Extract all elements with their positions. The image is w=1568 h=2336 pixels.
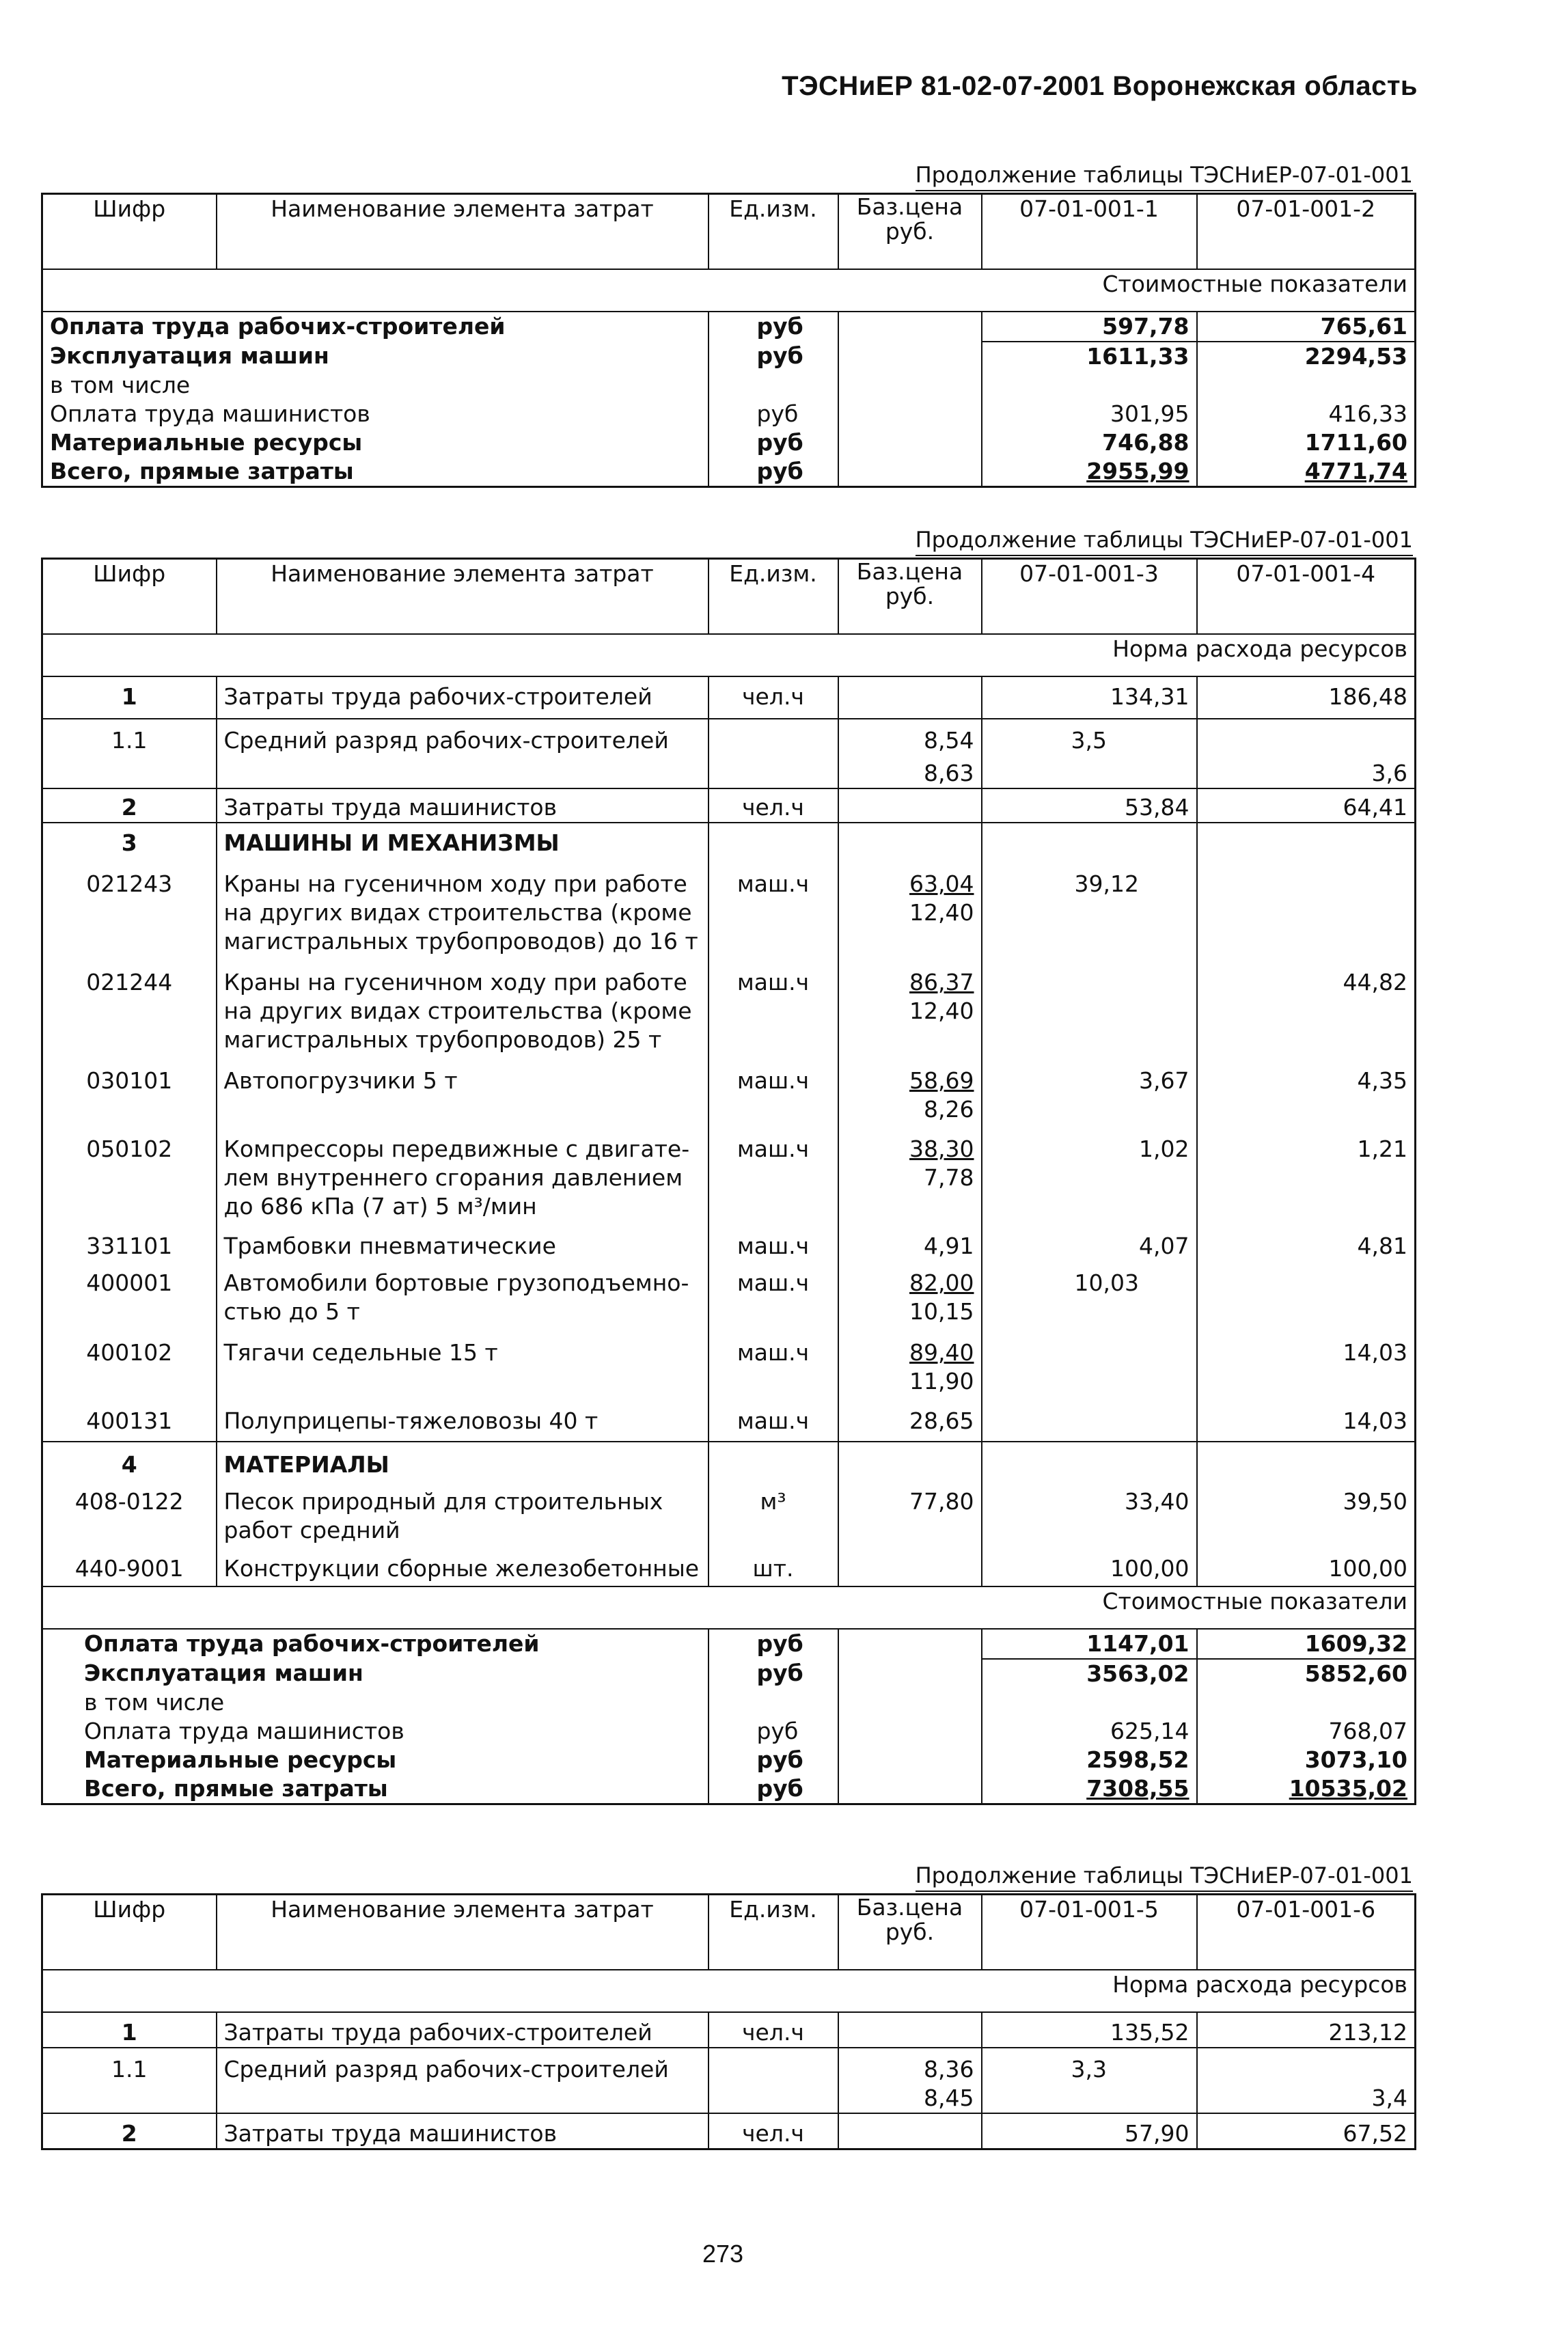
table-cell: Оплата труда рабочих-строителей bbox=[84, 1630, 540, 1657]
table-cell: чел.ч bbox=[709, 788, 838, 823]
col-header-code: Шифр bbox=[42, 559, 217, 635]
table-cell: 67,52 bbox=[1343, 2120, 1407, 2147]
table-cell: 3,4 bbox=[1197, 2084, 1416, 2113]
table-cell: Полуприцепы-тяжеловозы 40 т bbox=[217, 1396, 709, 1442]
table-cell: 10535,02 bbox=[1289, 1775, 1407, 1802]
col-header-price: Баз.цена руб. bbox=[838, 1895, 982, 1970]
table-row bbox=[42, 342, 1416, 371]
table-row bbox=[42, 788, 1416, 823]
table-cell: 77,80 bbox=[838, 1479, 982, 1545]
table-cell bbox=[982, 956, 1197, 1054]
table-cell bbox=[982, 1326, 1197, 1396]
table-cell: 3,6 bbox=[1197, 755, 1416, 788]
table-row bbox=[42, 755, 1416, 788]
table-row bbox=[42, 1774, 1416, 1804]
table-cell: 408-0122 bbox=[42, 1479, 217, 1545]
table-cell: 050102 bbox=[42, 1124, 217, 1221]
table-cell: руб bbox=[709, 1629, 838, 1659]
table-cell: 64,41 bbox=[1197, 788, 1416, 823]
table-cell bbox=[838, 428, 982, 457]
table-cell: 2955,99 bbox=[982, 457, 1197, 487]
table-cell: 597,78 bbox=[982, 312, 1197, 342]
table-cell bbox=[1197, 857, 1416, 956]
table-cell bbox=[709, 719, 838, 755]
table-cell bbox=[838, 823, 982, 857]
table-cell: 3073,10 bbox=[1304, 1746, 1407, 1773]
table-cell: Всего, прямые затраты bbox=[50, 458, 354, 484]
table-cell bbox=[982, 1688, 1197, 1717]
table-cell: 1609,32 bbox=[1197, 1629, 1416, 1659]
table2-header-row bbox=[42, 559, 1416, 635]
table-cell: маш.ч bbox=[709, 956, 838, 1054]
table-cell: Затраты труда рабочих-строителей bbox=[217, 2012, 709, 2048]
table-cell: 021243 bbox=[42, 857, 217, 956]
col-header-v1: 07-01-001-3 bbox=[982, 559, 1197, 635]
table-cell: 8,63 bbox=[838, 755, 982, 788]
table-cell: 2294,53 bbox=[1304, 343, 1407, 370]
table-cell: Эксплуатация машин bbox=[50, 342, 329, 369]
table-cell bbox=[709, 1688, 838, 1717]
table-cell bbox=[838, 312, 982, 342]
table-cell bbox=[982, 1442, 1197, 1479]
table-cell: 7308,55 bbox=[982, 1774, 1197, 1804]
table-cell: руб bbox=[709, 400, 838, 428]
table-cell bbox=[838, 676, 982, 719]
table-cell bbox=[838, 1442, 982, 1479]
table-cell: Затраты труда рабочих-строителей bbox=[217, 676, 709, 719]
table-cell: 39,12 bbox=[982, 857, 1197, 956]
col-header-v1: 07-01-001-1 bbox=[982, 194, 1197, 270]
table-cell bbox=[838, 1629, 982, 1659]
table-cell: маш.ч bbox=[709, 1054, 838, 1124]
table-cell: маш.ч bbox=[709, 1221, 838, 1261]
table-cell bbox=[217, 2084, 709, 2113]
table1-header-row bbox=[42, 194, 1416, 270]
table-cell: 135,52 bbox=[982, 2012, 1197, 2048]
table-cell: чел.ч bbox=[709, 676, 838, 719]
table-cell bbox=[709, 371, 838, 400]
table-cell: Оплата труда рабочих-строителей bbox=[50, 313, 506, 340]
table-cell: 1,02 bbox=[982, 1124, 1197, 1221]
table3-caption: Продолжение таблицы ТЭСНиЕР-07-01-001 bbox=[916, 1862, 1413, 1892]
table-row bbox=[42, 400, 1416, 428]
section-label: Стоимостные показатели bbox=[42, 269, 1416, 312]
table-row bbox=[42, 312, 1416, 342]
table-row bbox=[42, 1221, 1416, 1261]
table-row bbox=[42, 1629, 1416, 1659]
table-cell bbox=[1197, 1688, 1416, 1717]
table-cell: 3,67 bbox=[982, 1054, 1197, 1124]
table-cell: Автомобили бортовые грузоподъемно-стью до 5 т bbox=[217, 1261, 709, 1326]
table-row bbox=[42, 1659, 1416, 1688]
table-cell: маш.ч bbox=[709, 1261, 838, 1326]
table-cell: 44,82 bbox=[1343, 969, 1407, 995]
table-cell: Эксплуатация машин bbox=[84, 1660, 363, 1686]
table-row bbox=[42, 1261, 1416, 1326]
table-cell: в том числе bbox=[50, 372, 191, 398]
table-cell bbox=[709, 823, 838, 857]
table-cell: Компрессоры передвижные с двигате-лем внутреннего сгорания давлением до 686 кПа (7 ат) 5 м³/мин bbox=[217, 1124, 709, 1221]
col-header-name: Наименование элемента затрат bbox=[217, 559, 709, 635]
col-header-v2: 07-01-001-6 bbox=[1197, 1895, 1416, 1970]
table-row bbox=[42, 719, 1416, 755]
table-cell: 331101 bbox=[42, 1221, 217, 1261]
table-cell: 416,33 bbox=[1328, 400, 1407, 427]
table-cell: 2598,52 bbox=[982, 1746, 1197, 1774]
table-cell bbox=[838, 2012, 982, 2048]
table-cell: 100,00 bbox=[1328, 1555, 1407, 1582]
table-cell bbox=[982, 1396, 1197, 1442]
table-cell: 440-9001 bbox=[42, 1545, 217, 1586]
table-cell bbox=[982, 371, 1197, 400]
table1 bbox=[41, 193, 1416, 488]
table-cell: маш.ч bbox=[709, 1396, 838, 1442]
table-cell: 58,69 8,26 bbox=[838, 1054, 982, 1124]
table-cell: руб bbox=[709, 312, 838, 342]
table-cell: 3,5 bbox=[982, 719, 1197, 755]
table-cell: Затраты труда машинистов bbox=[217, 2113, 709, 2149]
table-cell bbox=[838, 1717, 982, 1746]
table-cell: 3,3 bbox=[982, 2048, 1197, 2084]
table-cell: маш.ч bbox=[709, 1124, 838, 1221]
table-cell: Средний разряд рабочих-строителей bbox=[217, 719, 709, 755]
table-cell: 4771,74 bbox=[1304, 458, 1407, 484]
table-cell: руб bbox=[709, 457, 838, 487]
table-cell: 8,36 bbox=[838, 2048, 982, 2084]
table-cell: 89,40 11,90 bbox=[838, 1326, 982, 1396]
table-cell bbox=[1197, 2048, 1416, 2084]
table-cell: 10,03 bbox=[982, 1261, 1197, 1326]
table-cell: Материальные ресурсы bbox=[84, 1746, 397, 1773]
table-cell: руб bbox=[709, 1717, 838, 1746]
table-row bbox=[42, 1479, 1416, 1545]
table-cell: 400131 bbox=[42, 1396, 217, 1442]
table-cell: 1,21 bbox=[1357, 1136, 1407, 1162]
table-cell: 38,30 7,78 bbox=[838, 1124, 982, 1221]
table1-caption: Продолжение таблицы ТЭСНиЕР-07-01-001 bbox=[916, 161, 1413, 191]
table-cell: 14,03 bbox=[1343, 1339, 1407, 1366]
table-cell: 1611,33 bbox=[982, 342, 1197, 371]
table-cell: 1711,60 bbox=[1304, 429, 1407, 456]
table-cell: 3 bbox=[42, 823, 217, 857]
table-cell: 213,12 bbox=[1197, 2012, 1416, 2048]
table-cell: 3563,02 bbox=[982, 1659, 1197, 1688]
table-row bbox=[42, 2084, 1416, 2113]
table-row bbox=[42, 371, 1416, 400]
table-cell: 1.1 bbox=[42, 2048, 217, 2084]
table-cell: 746,88 bbox=[982, 428, 1197, 457]
table-cell bbox=[709, 2048, 838, 2084]
table-cell: руб bbox=[709, 1746, 838, 1774]
table-cell bbox=[838, 1774, 982, 1804]
table-cell bbox=[42, 2084, 217, 2113]
table-cell: 33,40 bbox=[982, 1479, 1197, 1545]
table-cell: Краны на гусеничном ходу при работе на других видах строительства (кроме магистральных трубопроводов) до 16 т bbox=[217, 857, 709, 956]
table-cell bbox=[838, 371, 982, 400]
table-cell: 2 bbox=[42, 2113, 217, 2149]
table-cell: 021244 bbox=[42, 956, 217, 1054]
table-cell: 28,65 bbox=[838, 1396, 982, 1442]
table-cell: 53,84 bbox=[982, 788, 1197, 823]
table-row bbox=[42, 676, 1416, 719]
section-label: Норма расхода ресурсов bbox=[42, 1970, 1416, 2012]
table-row bbox=[42, 1326, 1416, 1396]
table-cell: 63,04 12,40 bbox=[838, 857, 982, 956]
col-header-unit: Ед.изм. bbox=[709, 1895, 838, 1970]
table-cell bbox=[1197, 1442, 1416, 1479]
table-row bbox=[42, 2113, 1416, 2149]
table-cell bbox=[838, 457, 982, 487]
section-label: Норма расхода ресурсов bbox=[42, 634, 1416, 676]
table-cell: 14,03 bbox=[1197, 1396, 1416, 1442]
col-header-v2: 07-01-001-4 bbox=[1197, 559, 1416, 635]
table-row bbox=[42, 1545, 1416, 1586]
table-row bbox=[42, 457, 1416, 487]
table-cell: МАШИНЫ И МЕХАНИЗМЫ bbox=[217, 823, 709, 857]
table-cell: руб bbox=[709, 1774, 838, 1804]
table-cell: 8,45 bbox=[838, 2084, 982, 2113]
col-header-code: Шифр bbox=[42, 194, 217, 270]
table-cell: 100,00 bbox=[982, 1545, 1197, 1586]
table-cell: 625,14 bbox=[982, 1717, 1197, 1746]
table-cell: 4,81 bbox=[1357, 1233, 1407, 1259]
col-header-name: Наименование элемента затрат bbox=[217, 1895, 709, 1970]
table-cell: 134,31 bbox=[982, 676, 1197, 719]
table-cell bbox=[838, 788, 982, 823]
table-cell: 57,90 bbox=[982, 2113, 1197, 2149]
table-cell bbox=[838, 2113, 982, 2149]
table-cell bbox=[838, 342, 982, 371]
table-cell: 1.1 bbox=[42, 719, 217, 755]
col-header-v2: 07-01-001-2 bbox=[1197, 194, 1416, 270]
table-cell bbox=[982, 823, 1197, 857]
col-header-unit: Ед.изм. bbox=[709, 194, 838, 270]
col-header-v1: 07-01-001-5 bbox=[982, 1895, 1197, 1970]
table3 bbox=[41, 1893, 1416, 2150]
table-cell: 400001 bbox=[42, 1261, 217, 1326]
table-cell bbox=[217, 755, 709, 788]
table-cell: Всего, прямые затраты bbox=[84, 1775, 388, 1802]
table-cell: руб bbox=[709, 1659, 838, 1688]
table-cell: 86,37 12,40 bbox=[838, 956, 982, 1054]
table-cell bbox=[838, 1545, 982, 1586]
table-cell: Оплата труда машинистов bbox=[50, 400, 370, 427]
table-cell bbox=[1197, 1261, 1416, 1326]
table-cell bbox=[838, 1659, 982, 1688]
table-row bbox=[42, 857, 1416, 956]
table-row bbox=[42, 428, 1416, 457]
table-cell: Оплата труда машинистов bbox=[84, 1718, 404, 1744]
col-header-unit: Ед.изм. bbox=[709, 559, 838, 635]
table-cell: 4,91 bbox=[838, 1221, 982, 1261]
table-cell: Краны на гусеничном ходу при работе на других видах строительства (кроме магистральных трубопроводов) 25 т bbox=[217, 956, 709, 1054]
table-cell: 82,00 10,15 bbox=[838, 1261, 982, 1326]
table-cell: Затраты труда машинистов bbox=[217, 788, 709, 823]
table-cell: 1147,01 bbox=[982, 1629, 1197, 1659]
table3-header-row bbox=[42, 1895, 1416, 1970]
table-row bbox=[42, 1396, 1416, 1442]
table2 bbox=[41, 558, 1416, 1805]
table-cell: 2 bbox=[42, 788, 217, 823]
table-row bbox=[42, 2012, 1416, 2048]
table-cell: МАТЕРИАЛЫ bbox=[217, 1442, 709, 1479]
table-cell: руб bbox=[709, 342, 838, 371]
table-cell bbox=[1197, 719, 1416, 755]
table-cell: в том числе bbox=[84, 1689, 225, 1716]
table-row bbox=[42, 956, 1416, 1054]
table-cell bbox=[838, 1746, 982, 1774]
table-cell: 39,50 bbox=[1343, 1488, 1407, 1515]
col-header-name: Наименование элемента затрат bbox=[217, 194, 709, 270]
table-cell: 1 bbox=[42, 676, 217, 719]
table-cell: 4,35 bbox=[1357, 1067, 1407, 1094]
table-cell: 768,07 bbox=[1328, 1718, 1407, 1744]
table-cell bbox=[838, 1688, 982, 1717]
table-cell: маш.ч bbox=[709, 857, 838, 956]
table-row bbox=[42, 1746, 1416, 1774]
section-label: Стоимостные показатели bbox=[42, 1586, 1416, 1629]
table-row bbox=[42, 1124, 1416, 1221]
table-row bbox=[42, 1442, 1416, 1479]
table2-caption: Продолжение таблицы ТЭСНиЕР-07-01-001 bbox=[916, 526, 1413, 556]
table-cell: 301,95 bbox=[982, 400, 1197, 428]
table-cell: руб bbox=[709, 428, 838, 457]
table-cell: 8,54 bbox=[838, 719, 982, 755]
col-header-price: Баз.цена руб. bbox=[838, 194, 982, 270]
col-header-price: Баз.цена руб. bbox=[838, 559, 982, 635]
table-row bbox=[42, 1688, 1416, 1717]
table-cell: 4,07 bbox=[982, 1221, 1197, 1261]
table-cell: 765,61 bbox=[1197, 312, 1416, 342]
table-cell: м³ bbox=[709, 1479, 838, 1545]
table-cell bbox=[709, 755, 838, 788]
table-row bbox=[42, 2048, 1416, 2084]
page-number: 273 bbox=[702, 2240, 744, 2268]
table-cell: 5852,60 bbox=[1304, 1660, 1407, 1687]
table-cell bbox=[1197, 371, 1416, 400]
table-cell bbox=[838, 400, 982, 428]
table-cell: 1 bbox=[42, 2012, 217, 2048]
table-cell: 4 bbox=[42, 1442, 217, 1479]
page-header: ТЭСНиЕР 81-02-07-2001 Воронежская область bbox=[782, 71, 1418, 101]
table-cell: шт. bbox=[709, 1545, 838, 1586]
table-cell: Тягачи седельные 15 т bbox=[217, 1326, 709, 1396]
table-row bbox=[42, 823, 1416, 857]
table-cell bbox=[709, 2084, 838, 2113]
table-cell: 186,48 bbox=[1197, 676, 1416, 719]
table-row bbox=[42, 1717, 1416, 1746]
table-cell: 400102 bbox=[42, 1326, 217, 1396]
table-cell: маш.ч bbox=[709, 1326, 838, 1396]
table-cell: Материальные ресурсы bbox=[50, 429, 363, 456]
table-cell: чел.ч bbox=[709, 2113, 838, 2149]
table-cell: Средний разряд рабочих-строителей bbox=[217, 2048, 709, 2084]
table-cell bbox=[42, 755, 217, 788]
table-cell: Трамбовки пневматические bbox=[217, 1221, 709, 1261]
table-cell bbox=[709, 1442, 838, 1479]
col-header-code: Шифр bbox=[42, 1895, 217, 1970]
table-cell bbox=[1197, 823, 1416, 857]
table-cell bbox=[982, 755, 1197, 788]
table-cell: Песок природный для строительных работ средний bbox=[217, 1479, 709, 1545]
table-row bbox=[42, 1054, 1416, 1124]
table-cell: Конструкции сборные железобетонные bbox=[217, 1545, 709, 1586]
table-cell: чел.ч bbox=[709, 2012, 838, 2048]
table-cell: 030101 bbox=[42, 1054, 217, 1124]
table-cell: Автопогрузчики 5 т bbox=[217, 1054, 709, 1124]
table-cell bbox=[982, 2084, 1197, 2113]
